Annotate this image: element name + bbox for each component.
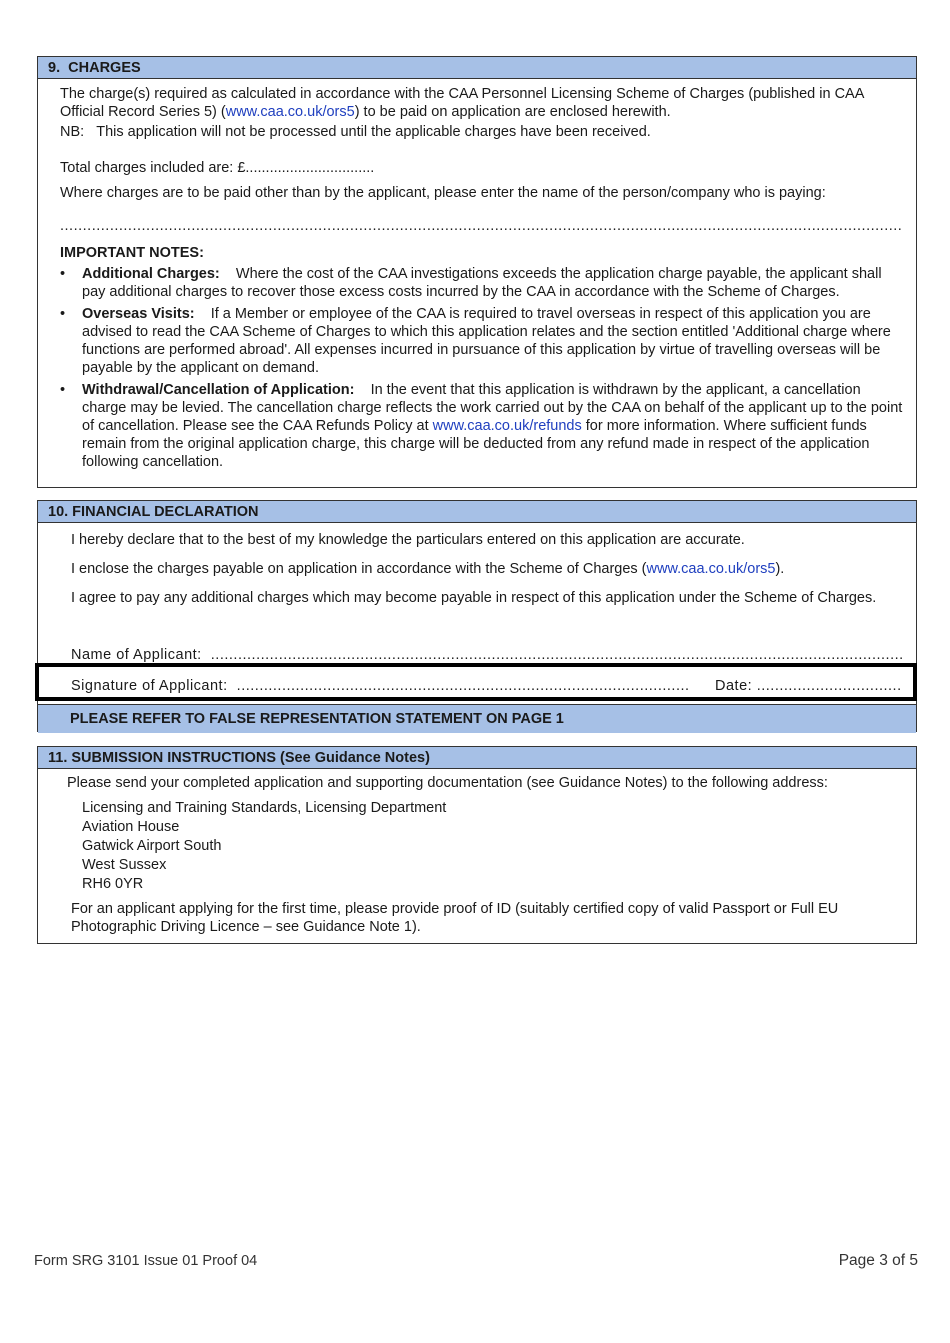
address-line: Gatwick Airport South	[82, 838, 222, 854]
total-charges-field[interactable]: Total charges included are: £................................	[60, 160, 375, 176]
charges-nb: NB: This application will not be processed until the applicable charges have been received.	[60, 124, 651, 140]
ors5-link[interactable]: www.caa.co.uk/ors5	[225, 104, 355, 120]
section-submission	[37, 746, 917, 944]
declaration-enclose: I enclose the charges payable on application in accordance with the Scheme of Charges (www.caa.co.uk/ors5).	[71, 561, 785, 577]
address-line: Aviation House	[82, 819, 180, 835]
note-withdrawal: • Withdrawal/Cancellation of Application: In the event that this application is withdrawn by the applicant, a cancellation charge may be levied. The cancellation charge reflects the work carried out by the CAA on behalf of the applicant up to the point of cancellation. Please see the CAA Refunds Policy at www.caa.co.uk/refunds for more information. Where sufficient funds remain from the original application charge, this charge will be deducted from any refund made in respect of the application following cancellation.	[60, 382, 903, 470]
signature-box	[35, 663, 917, 701]
section-submission-heading: 11. SUBMISSION INSTRUCTIONS (See Guidance Notes)	[38, 747, 916, 769]
postal-address	[82, 799, 446, 894]
bullet-icon: •	[60, 266, 66, 282]
bullet-icon: •	[60, 306, 66, 322]
note-additional-charges: • Additional Charges: Where the cost of the CAA investigations exceeds the application charge payable, the applicant shall pay additional charges to recover those excess costs incurred by the CAA in accordance with the Scheme of Charges.	[60, 266, 882, 300]
false-representation-text: PLEASE REFER TO FALSE REPRESENTATION STATEMENT ON PAGE 1	[70, 711, 564, 727]
section-financial-heading: 10. FINANCIAL DECLARATION	[38, 501, 916, 523]
proof-of-id-note: For an applicant applying for the first time, please provide proof of ID (suitably certified copy of valid Passport or Full EU Photographic Driving Licence – see Guidance Note 1).	[71, 901, 839, 935]
date-field[interactable]: Date: ................................	[715, 678, 902, 694]
address-line: RH6 0YR	[82, 876, 144, 892]
applicant-signature-field[interactable]: Signature of Applicant: ....................................................................................................	[71, 678, 690, 694]
false-representation-bar	[38, 704, 916, 733]
important-notes-list	[38, 265, 908, 475]
section-charges-heading: 9. CHARGES	[38, 57, 916, 79]
section-financial-declaration	[37, 500, 917, 732]
payer-prompt: Where charges are to be paid other than by the applicant, please enter the name of the person/company who is paying:	[60, 185, 826, 201]
bullet-icon: •	[60, 382, 66, 398]
important-notes-heading: IMPORTANT NOTES:	[60, 245, 204, 261]
applicant-name-field[interactable]: Name of Applicant: .........................................................................................................................................................	[71, 647, 904, 663]
address-line: Licensing and Training Standards, Licensing Department	[82, 800, 447, 816]
payer-name-field[interactable]: ..........................................................................................................................................................................................	[60, 218, 903, 234]
ors5-link-2[interactable]: www.caa.co.uk/ors5	[646, 561, 776, 577]
note-overseas-visits: • Overseas Visits: If a Member or employee of the CAA is required to travel overseas in respect of this application you are advised to read the CAA Scheme of Charges to which this application relates and the section entitled 'Additional charge where functions are performed abroad'. All expenses incurred in pursuance of this application by virtue of travelling overseas will be payable by the applicant on demand.	[60, 306, 891, 376]
declaration-accurate: I hereby declare that to the best of my knowledge the particulars entered on this application are accurate.	[71, 532, 745, 548]
charges-intro: The charge(s) required as calculated in accordance with the CAA Personnel Licensing Scheme of Charges (published in CAA Official Record Series 5) (www.caa.co.uk/ors5) to be paid on application are enclosed herewith.	[60, 86, 864, 120]
declaration-additional: I agree to pay any additional charges which may become payable in respect of this application under the Scheme of Charges.	[71, 590, 877, 606]
page-number: Page 3 of 5	[838, 1252, 918, 1269]
address-line: West Sussex	[82, 857, 167, 873]
section-charges	[37, 56, 917, 488]
form-reference: Form SRG 3101 Issue 01 Proof 04	[34, 1253, 258, 1269]
submission-intro: Please send your completed application and supporting documentation (see Guidance Notes) to the following address:	[67, 775, 828, 791]
refunds-link[interactable]: www.caa.co.uk/refunds	[432, 418, 582, 434]
